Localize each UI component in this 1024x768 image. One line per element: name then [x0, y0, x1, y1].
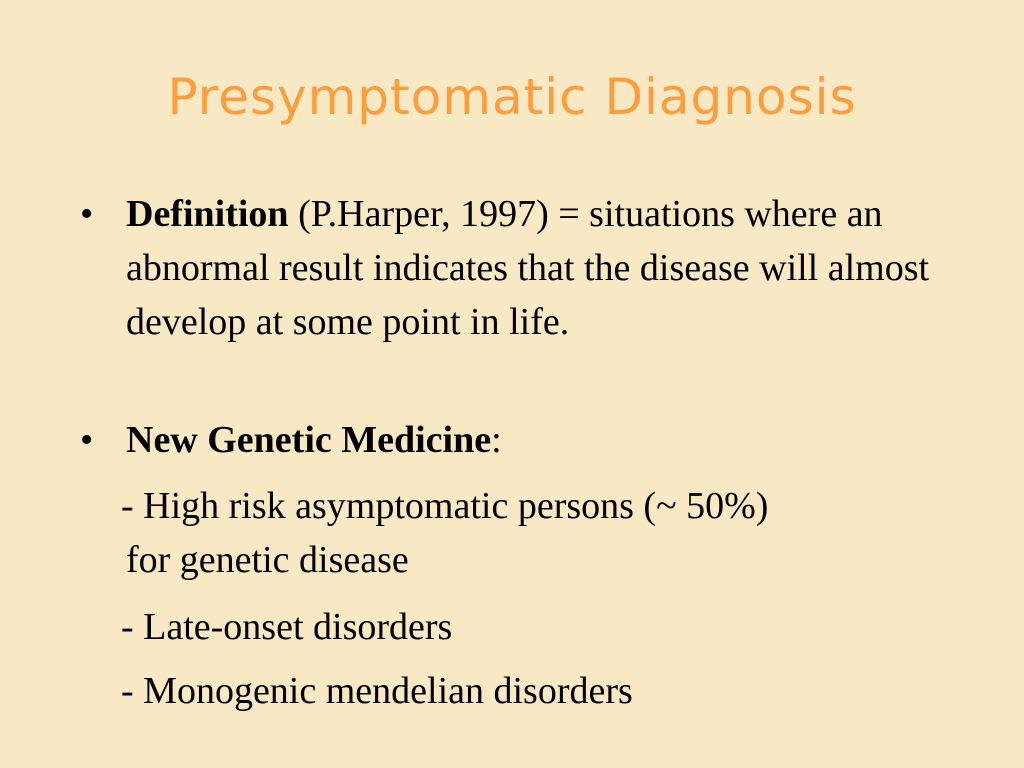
- ngm-colon: :: [491, 419, 502, 461]
- ngm-term: New Genetic Medicine: [126, 419, 492, 461]
- definition-text: (P.Harper, 1997) = situations where an abnormal result indicates that the disease will almost develop at some point in life.: [126, 193, 930, 343]
- subitem-high-risk: - High risk asymptomatic persons (~ 50%): [121, 485, 769, 527]
- definition-term: Definition: [126, 193, 289, 235]
- bullet-ngm-content: [126, 413, 960, 467]
- bullet-marker: •: [80, 193, 94, 235]
- bullet-definition-content: [126, 187, 960, 349]
- subitem-monogenic: - Monogenic mendelian disorders: [121, 670, 633, 712]
- bullet-marker: •: [80, 419, 94, 461]
- slide-title: Presymptomatic Diagnosis: [167, 68, 857, 126]
- bullet-definition: [80, 187, 960, 349]
- bullet-new-genetic-medicine: [80, 413, 960, 467]
- subitem-late-onset: - Late-onset disorders: [121, 606, 453, 648]
- subitem-high-risk-cont: for genetic disease: [126, 539, 409, 581]
